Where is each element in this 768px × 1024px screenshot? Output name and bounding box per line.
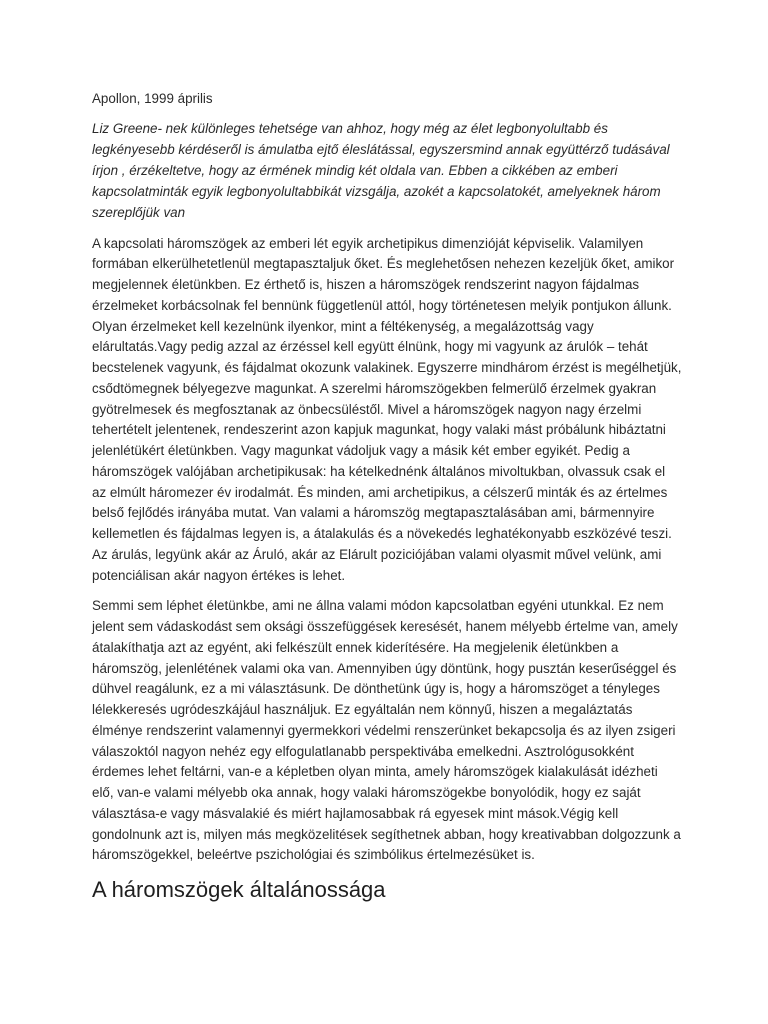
body-paragraph-2: Semmi sem léphet életünkbe, ami ne állna valami módon kapcsolatban egyéni utunkkal. Ez nem jelent sem vádaskodást sem oksági összefüggések keresését, hanem mélyebb értelme van, amely átalakíthatja azt az egyént, aki felkészült ennek kiderítésére. Ha megjelenik életünkben a háromszög, jelenlétének valami oka van. Amennyiben úgy döntünk, hogy pusztán keserűséggel és dühvel reagálunk, ez a mi választásunk. De dönthetünk úgy is, hogy a háromszöget a tényleges lélekkeresés ugródeszkájául használjuk. Ez egyáltalán nem könnyű, hiszen a megaláztatás élménye rendszerint valamennyi gyermekkori védelmi renszerünket bekapcsolja és az ilyen zsigeri válaszoktól nagyon nehéz egy elfogulatlanabb perspektivába emelkedni. Asztrológusokként érdemes lehet feltárni, van-e a képletben olyan minta, amely háromszögek kialakulását idézheti elő, van-e valami mélyebb oka annak, hogy valaki háromszögekbe bonyolódik, hogy ez saját választása-e vagy másvalakié és miért hajlamosabbak rá egyesek mint mások.Végig kell gondolnunk azt is, milyen más megközelitések segíthetnek abban, hogy kreativabban dolgozzunk a háromszögekkel, beleértve pszichológiai és szimbólikus értelmezésüket is. xyxy=(92,598,681,863)
article xyxy=(92,88,682,904)
section-heading: A háromszögek általánossága xyxy=(92,877,386,903)
lead-paragraph: Liz Greene- nek különleges tehetsége van ahhoz, hogy még az élet legbonyolultabb és legkényesebb kérdéseről is ámulatba ejtő éleslátással, egyszersmind annak együttérző tudásával írjon , érzékeltetve, hogy az érmének mindig két oldala van. Ebben a cikkében az emberi kapcsolatminták egyik legbonyolultabbikát vizsgálja, azokét a kapcsolatokét, amelyeknek három szereplőjük van xyxy=(92,121,670,220)
body-paragraph-1: A kapcsolati háromszögek az emberi lét egyik archetipikus dimenzióját képviselik. Valamilyen formában elkerülhetetlenül megtapasztaljuk őket. És meglehetősen nehezen kezeljük őket, amikor megjelennek életünkben. Ez érthető is, hiszen a háromszögek rendszerint nagyon fájdalmas érzelmeket korbácsolnak fel bennünk függetlenül attól, hogy történetesen melyik pontjukon állunk. Olyan érzelmeket kell kezelnünk ilyenkor, mint a féltékenység, a megalázottság vagy elárultatás.Vagy pedig azzal az érzéssel kell együtt élnünk, hogy mi vagyunk az árulók – tehát becstelenek vagyunk, és fájdalmat okozunk valakinek. Egyszerre mindhárom érzést is megélhetjük, csődtömegnek bélyegezve magunkat. A szerelmi háromszögekben felmerülő érzelmek gyakran gyötrelmesek és megfosztanak az önbecsüléstől. Mivel a háromszögek nagyon nagy érzelmi tehertételt jelentenek, rendeszerint azon kapjuk magunkat, hogy valaki mást próbálunk hibáztatni jelenlétükért életünkben. Vagy magunkat vádoljuk vagy a másik két ember egyikét. Pedig a háromszögek valójában archetipikusak: ha kételkednénk általános mivoltukban, olvassuk csak el az elmúlt háromezer év irodalmát. És minden, ami archetipikus, a célszerű minták és az értelmes belső fejlődés irányába mutat. Van valami a háromszög megtapasztalásában ami, bármennyire kellemetlen és fájdalmas legyen is, a átalakulás és a növekedés leghatékonyabb eszközévé teszi. Az árulás, legyünk akár az Áruló, akár az Elárult poziciójában valami olyasmit művel velünk, ami potenciálisan akár nagyon értékes is lehet. xyxy=(92,235,682,583)
source-line: Apollon, 1999 április xyxy=(92,91,213,106)
